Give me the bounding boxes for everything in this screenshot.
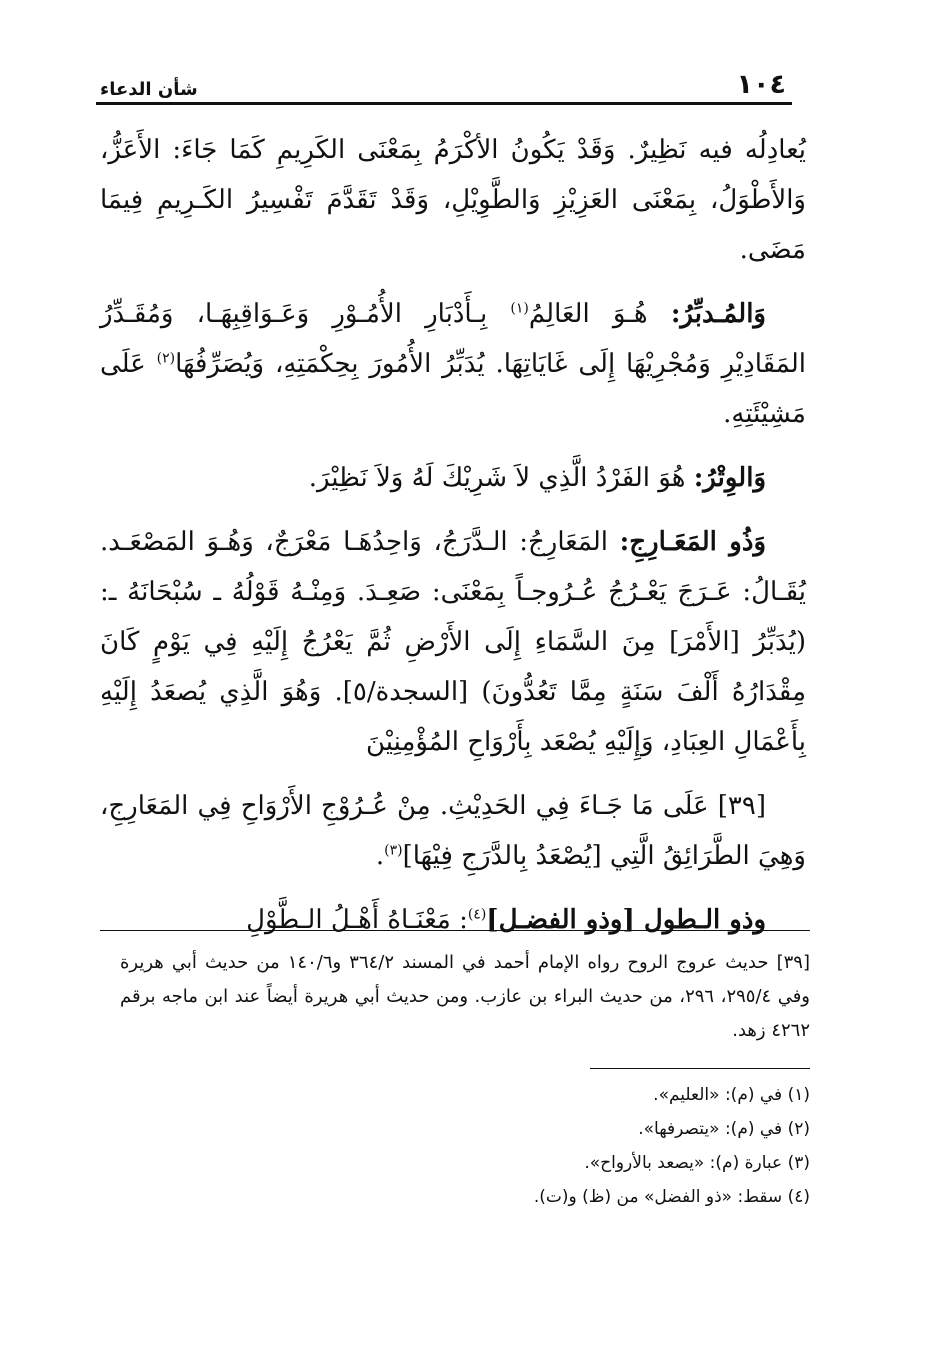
hadith-note-text: [٣٩] حديث عروج الروح رواه الإمام أحمد في المسند ٣٦٤/٢ و١٤٠/٦ من حديث أبي هريرة وفي ٢٩٥/٤، ٢٩٦، من حديث البراء بن عازب. ومن حديث أبي هريرة أيضاً عند ابن ماجه برقم ٤٢٦٢ زهد. xyxy=(120,952,810,1041)
page-header xyxy=(96,64,792,105)
term-heading: وَذُو المَعَـارِجِ: xyxy=(619,527,766,557)
separator-rule xyxy=(100,930,810,931)
footnote: (٣) عبارة (م): «يصعد بالأرواح». xyxy=(584,1153,810,1173)
footnote-marker: (٤) xyxy=(467,906,487,923)
footnote-marker: (٢) xyxy=(156,350,176,367)
paragraph-alwitr xyxy=(100,453,806,503)
footnote: (١) في (م): «العليم». xyxy=(653,1085,810,1105)
paragraph-text: المَعَارِجُ: الـدَّرَجُ، وَاحِدُهَـا مَعْرَجٌ، وَهُـوَ المَصْعَـد. يُقَـالُ: عَـرَجَ يَعْـرُجُ عُـرُوجـاً بِمَعْنَى: صَعِـدَ. وَمِنْـهُ قَوْلُهُ ـ سُبْحَانَهُ ـ: (يُدَبِّرُ [الأَمْرَ] مِنَ السَّمَاءِ إِلَى الأَرْضِ ثُمَّ يَعْرُجُ إِلَيْهِ فِي يَوْمٍ كَانَ مِقْدَارُهُ أَلْفَ سَنَةٍ مِمَّا تَعُدُّونَ) [السجدة/٥]. وَهُوَ الَّذِي يُصعَدُ إِلَيْهِ بِأَعْمَالِ العِبَادِ، وَإِلَيْهِ يُصْعَد بِأَرْوَاحِ المُؤْمِنِيْنَ xyxy=(100,527,806,757)
paragraph-text: هُـوَ العَالِمُ xyxy=(528,299,671,329)
main-text xyxy=(100,125,806,959)
footnote: (٢) في (م): «يتصرفها». xyxy=(638,1119,810,1139)
paragraph-1 xyxy=(100,125,806,275)
footnote-rule xyxy=(590,1068,810,1069)
hadith-note xyxy=(120,946,810,1048)
term-heading: وَالوِتْرُ: xyxy=(693,463,766,493)
paragraph-text: عَلَى مَشِيْئَتِهِ. xyxy=(100,349,806,429)
paragraph-text: يُعادِلُه فيه نَظِيرٌ. وَقَدْ يَكُونُ الأكْرَمُ بِمَعْنَى الكَرِيمِ كَمَا جَاءَ: الأَعَزُّ، وَالأَطْوَلُ، بِمَعْنَى العَزِيْزِ وَالطَّوِيْلِ، وَقَدْ تَقَدَّمَ تَفْسِيرُ الكَـرِيمِ فِيمَا مَضَى. xyxy=(100,135,806,265)
page-number: ١٠٤ xyxy=(736,69,786,100)
running-title: شأن الدعاء xyxy=(100,79,198,100)
footnote: (٤) سقط: «ذو الفضل» من (ظ) و(ت). xyxy=(533,1187,810,1207)
paragraph-almudabbir xyxy=(100,289,806,439)
paragraph-almaarij xyxy=(100,517,806,767)
paragraph-hadith-ref xyxy=(100,781,806,881)
term-heading: وَالمُـدبِّرُ: xyxy=(670,299,766,329)
footnote-marker: (١) xyxy=(510,300,529,317)
footnote-marker: (٣) xyxy=(384,842,403,859)
paragraph-text: [٣٩] عَلَى مَا جَـاءَ فِي الحَدِيْثِ. مِنْ عُـرُوْجِ الأَرْوَاحِ فِي المَعَارِجِ، وَهِيَ الطَّرَائِقُ الَّتِي [يُصْعَدُ بِالدَّرَجِ فِيْهَا] xyxy=(100,791,806,871)
paragraph-dhu-altawl xyxy=(100,895,806,945)
paragraph-text: . xyxy=(375,841,385,871)
paragraph-text: : مَعْنَـاهُ أَهْـلُ الـطَّوْلِ xyxy=(246,905,468,935)
term-heading: وذو الـطول [وذو الفضـل] xyxy=(486,905,766,935)
footnotes xyxy=(300,1078,810,1214)
paragraph-text: هُوَ الفَرْدُ الَّذِي لاَ شَرِيْكَ لَهُ وَلاَ نَظِيْرَ. xyxy=(308,463,694,493)
paragraph-text: بِـأَدْبَارِ الأُمُـوْرِ وَعَـوَاقِبِهَـا، وَمُقَـدِّرُ المَقَادِيْرِ وَمُجْرِيْهَا إِلَى غَايَاتِهَا. يُدَبِّرُ الأُمُورَ بِحِكْمَتِهِ، وَيُصَرِّفُهَا xyxy=(100,299,806,379)
